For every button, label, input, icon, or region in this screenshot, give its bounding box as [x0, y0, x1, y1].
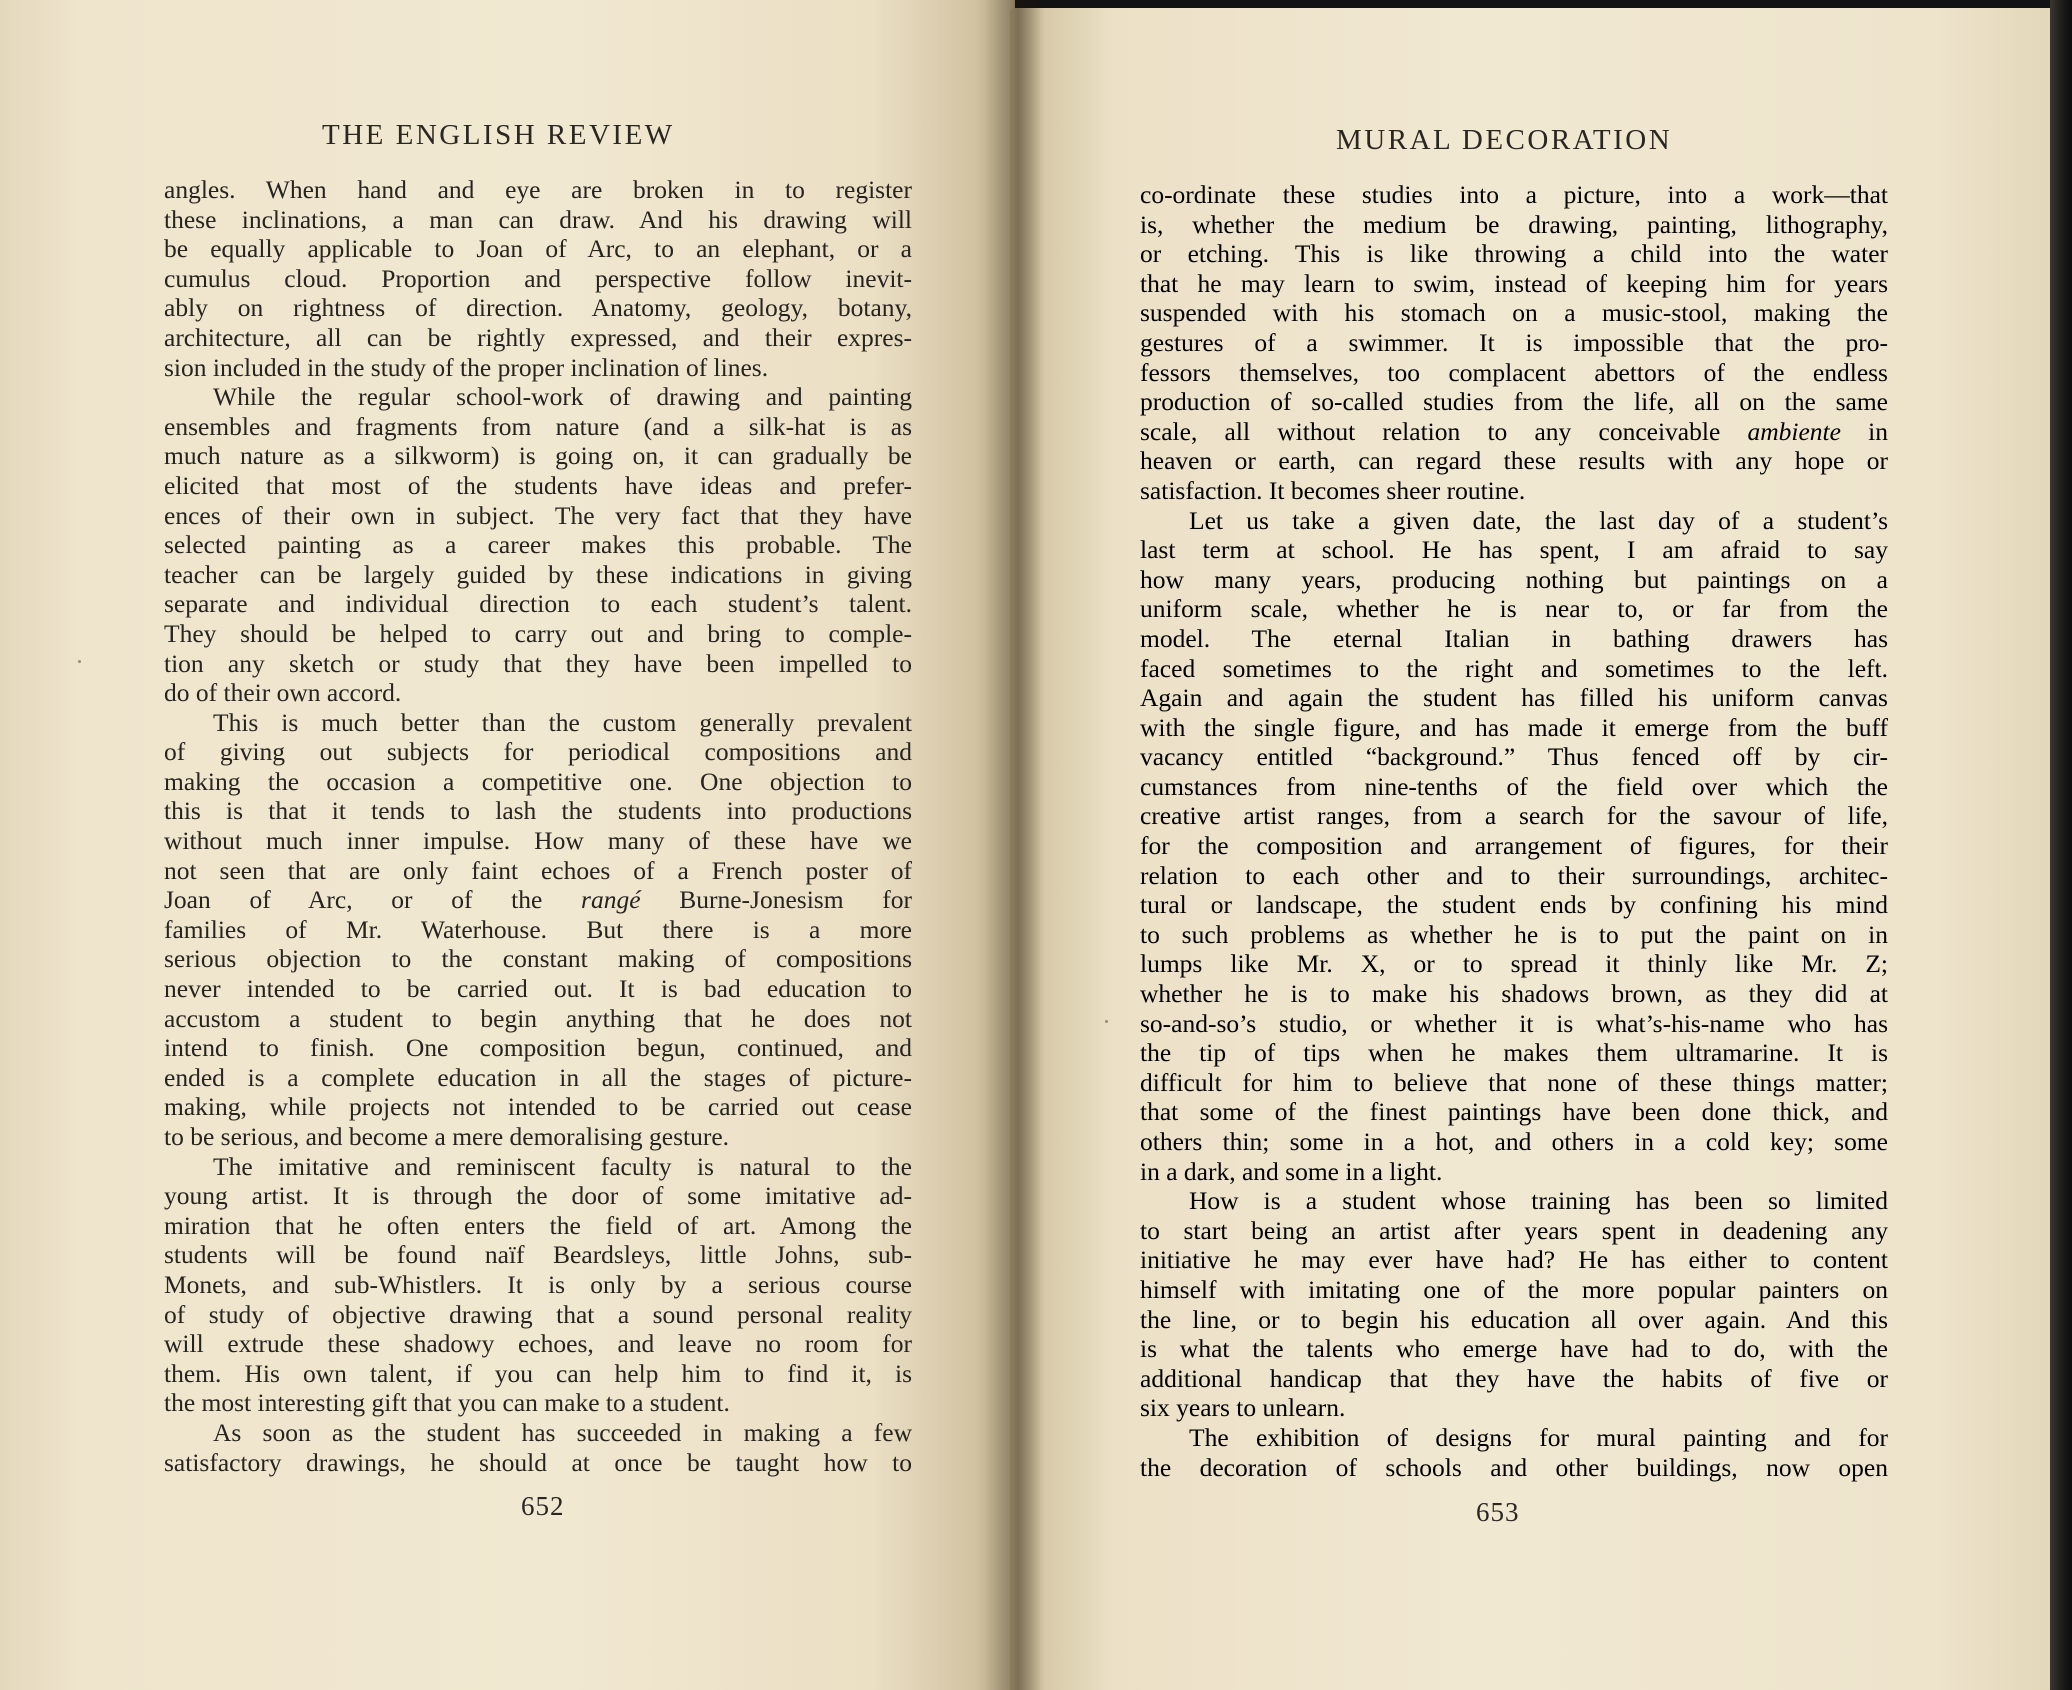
- text-line: [164, 737, 912, 767]
- line-text: that he may learn to swim, instead of keeping him for years: [1140, 268, 1888, 298]
- text-line: [164, 501, 912, 531]
- text-line: [1140, 1245, 1888, 1275]
- line-text: The exhibition of designs for mural painting and for: [1189, 1422, 1888, 1452]
- text-line: [1140, 298, 1888, 328]
- line-text: these inclinations, a man can draw. And his drawing will: [164, 204, 912, 234]
- text-line: [1140, 831, 1888, 861]
- line-text: uniform scale, whether he is near to, or far from the: [1140, 594, 1888, 624]
- line-text: Monets, and sub-Whistlers. It is only by a serious course: [164, 1269, 912, 1299]
- line-text: creative artist ranges, from a search for the savour of life,: [1140, 801, 1888, 831]
- line-text: sion included in the study of the proper inclination of lines.: [164, 352, 769, 382]
- text-line: [164, 619, 912, 649]
- line-text: that some of the finest paintings have been done thick, and: [1140, 1097, 1888, 1127]
- text-line: [1140, 1364, 1888, 1394]
- line-text: ably on rightness of direction. Anatomy, geology, botany,: [164, 293, 912, 323]
- text-line: [164, 915, 912, 945]
- text-line: [1140, 949, 1888, 979]
- line-text: angles. When hand and eye are broken in to register: [164, 175, 912, 204]
- text-line: [1140, 1393, 1888, 1423]
- page-number-right: 653: [1476, 1497, 1520, 1527]
- line-text: fessors themselves, too complacent abettors of the endless: [1140, 357, 1888, 387]
- line-text: to start being an artist after years spent in deadening any: [1140, 1215, 1888, 1245]
- text-line: [164, 1181, 912, 1211]
- line-text: difficult for him to believe that none of these things matter;: [1140, 1067, 1888, 1097]
- line-text: is, whether the medium be drawing, painting, lithography,: [1140, 209, 1888, 239]
- line-text: Joan of Arc, or of the: [164, 885, 582, 915]
- text-line: [1140, 920, 1888, 950]
- text-line: [164, 974, 912, 1004]
- line-text: intend to finish. One composition begun, continued, and: [164, 1033, 912, 1063]
- line-text: the tip of tips when he makes them ultramarine. It is: [1140, 1038, 1888, 1068]
- text-line: [164, 1004, 912, 1034]
- line-text: six years to unlearn.: [1140, 1393, 1346, 1423]
- text-line: [164, 353, 912, 383]
- text-line: [1140, 1334, 1888, 1364]
- text-line: [164, 205, 912, 235]
- running-head-right: MURAL DECORATION: [1336, 124, 1673, 156]
- text-line: [164, 826, 912, 856]
- line-text: production of so-called studies from the life, all on the same: [1140, 387, 1888, 417]
- line-text: co-ordinate these studies into a picture, into a work—that: [1140, 180, 1888, 209]
- line-text: this is that it tends to lash the students into productions: [164, 796, 912, 826]
- line-text: in a dark, and some in a light.: [1140, 1156, 1443, 1186]
- line-text: As soon as the student has succeeded in making a few: [213, 1417, 912, 1447]
- text-line: [1140, 861, 1888, 891]
- text-line: [1140, 624, 1888, 654]
- text-line: [164, 796, 912, 826]
- text-line: [1140, 210, 1888, 240]
- italic-word: rangé: [581, 885, 641, 915]
- line-text: They should be helped to carry out and bring to comple-: [164, 618, 912, 648]
- line-text: them. His own talent, if you can help him to find it, is: [164, 1358, 912, 1388]
- line-text: vacancy entitled “background.” Thus fenced off by cir-: [1140, 742, 1888, 772]
- text-line: [164, 856, 912, 886]
- line-text: How is a student whose training has been so limited: [1189, 1186, 1888, 1216]
- line-text: be equally applicable to Joan of Arc, to an elephant, or a: [164, 234, 912, 264]
- line-text-continued: in: [1840, 416, 1888, 446]
- text-line: [1140, 535, 1888, 565]
- line-text: never intended to be carried out. It is bad education to: [164, 974, 912, 1004]
- book-edge: [2050, 0, 2072, 1690]
- italic-word: ambiente: [1747, 416, 1841, 446]
- line-text: last term at school. He has spent, I am afraid to say: [1140, 535, 1888, 565]
- text-line: [164, 412, 912, 442]
- text-line: [1140, 742, 1888, 772]
- text-line: [164, 560, 912, 590]
- line-text: teacher can be largely guided by these indications in giving: [164, 559, 912, 589]
- line-text: without much inner impulse. How many of these have we: [164, 826, 912, 856]
- line-text: young artist. It is through the door of some imitative ad-: [164, 1181, 912, 1211]
- text-line: [164, 1092, 912, 1122]
- running-head-left: THE ENGLISH REVIEW: [322, 119, 675, 151]
- text-line: [1140, 1423, 1888, 1453]
- text-line: [1140, 1216, 1888, 1246]
- text-line: [1140, 1097, 1888, 1127]
- text-line: [164, 944, 912, 974]
- text-line: [164, 1152, 912, 1182]
- text-line: [1140, 890, 1888, 920]
- text-line: [164, 1300, 912, 1330]
- text-line: [164, 589, 912, 619]
- line-text: ences of their own in subject. The very fact that they have: [164, 500, 912, 530]
- line-text: additional handicap that they have the habits of five or: [1140, 1363, 1888, 1393]
- paper-speck: [78, 660, 81, 663]
- line-text: of study of objective drawing that a sound personal reality: [164, 1299, 912, 1329]
- text-line: [1140, 269, 1888, 299]
- line-text: faced sometimes to the right and sometimes to the left.: [1140, 653, 1888, 683]
- text-line: [1140, 446, 1888, 476]
- text-line: [164, 1122, 912, 1152]
- page-number-left: 652: [521, 1491, 565, 1521]
- line-text: scale, all without relation to any conceivable: [1140, 416, 1748, 446]
- text-line: [1140, 1453, 1888, 1483]
- line-text: is what the talents who emerge have had to do, with the: [1140, 1334, 1888, 1364]
- text-line: [164, 1063, 912, 1093]
- line-text: how many years, producing nothing but paintings on a: [1140, 564, 1888, 594]
- line-text: himself with imitating one of the more popular painters on: [1140, 1274, 1888, 1304]
- line-text: initiative he may ever have had? He has either to content: [1140, 1245, 1888, 1275]
- text-line: [164, 1418, 912, 1448]
- line-text: the most interesting gift that you can make to a student.: [164, 1388, 730, 1418]
- line-text: lumps like Mr. X, or to spread it thinly like Mr. Z;: [1140, 949, 1888, 979]
- line-text: elicited that most of the students have ideas and prefer-: [164, 470, 912, 500]
- text-line: [164, 649, 912, 679]
- right-page-body: [1140, 180, 1888, 1482]
- line-text: making, while projects not intended to be carried out cease: [164, 1092, 912, 1122]
- line-text: the line, or to begin his education all over again. And this: [1140, 1304, 1888, 1334]
- text-line: [1140, 1127, 1888, 1157]
- line-text: with the single figure, and has made it emerge from the buff: [1140, 712, 1888, 742]
- line-text: to such problems as whether he is to put the paint on in: [1140, 919, 1888, 949]
- text-line: [1140, 1275, 1888, 1305]
- text-line: [164, 441, 912, 471]
- text-line: [164, 530, 912, 560]
- text-line: [1140, 683, 1888, 713]
- line-text: selected painting as a career makes this probable. The: [164, 530, 912, 560]
- line-text: for the composition and arrangement of figures, for their: [1140, 831, 1888, 861]
- text-line: [1140, 1186, 1888, 1216]
- line-text: model. The eternal Italian in bathing drawers has: [1140, 623, 1888, 653]
- text-line: [164, 1211, 912, 1241]
- text-line: [1140, 239, 1888, 269]
- line-text: not seen that are only faint echoes of a French poster of: [164, 855, 912, 885]
- text-line: [164, 234, 912, 264]
- line-text: much nature as a silkworm) is going on, it can gradually be: [164, 441, 912, 471]
- line-text: heaven or earth, can regard these results with any hope or: [1140, 446, 1888, 476]
- paper-speck: [1105, 1020, 1108, 1023]
- text-line: [164, 708, 912, 738]
- left-page: [0, 0, 1015, 1690]
- text-line: [164, 678, 912, 708]
- text-line: [164, 767, 912, 797]
- line-text: cumulus cloud. Proportion and perspective follow inevit-: [164, 263, 912, 293]
- line-text: whether he is to make his shadows brown, as they did at: [1140, 979, 1888, 1009]
- line-text-continued: Burne-Jonesism for: [640, 885, 912, 915]
- line-text: Again and again the student has filled his uniform canvas: [1140, 683, 1888, 713]
- text-line: [164, 175, 912, 205]
- line-text: satisfaction. It becomes sheer routine.: [1140, 475, 1526, 505]
- text-line: [164, 264, 912, 294]
- line-text: separate and individual direction to each student’s talent.: [164, 589, 912, 619]
- line-text: others thin; some in a hot, and others in a cold key; some: [1140, 1127, 1888, 1156]
- line-text: tion any sketch or study that they have been impelled to: [164, 648, 912, 678]
- text-line: [1140, 565, 1888, 595]
- text-line: [1140, 328, 1888, 358]
- line-text: do of their own accord.: [164, 678, 402, 708]
- line-text: suspended with his stomach on a music-stool, making the: [1140, 298, 1888, 328]
- text-line: [164, 1448, 912, 1478]
- text-line: [1140, 979, 1888, 1009]
- text-line: [164, 1359, 912, 1389]
- line-text: cumstances from nine-tenths of the field over which the: [1140, 771, 1888, 801]
- text-line: [1140, 1068, 1888, 1098]
- text-line: [1140, 506, 1888, 536]
- text-line: [1140, 801, 1888, 831]
- text-line: [1140, 713, 1888, 743]
- left-page-body: [164, 175, 912, 1477]
- line-text: to be serious, and become a mere demoralising gesture.: [164, 1122, 730, 1151]
- text-line: [164, 293, 912, 323]
- line-text: or etching. This is like throwing a child into the water: [1140, 239, 1888, 269]
- text-line: [164, 1329, 912, 1359]
- line-text: ended is a complete education in all the stages of picture-: [164, 1062, 912, 1092]
- line-text: making the occasion a competitive one. One objection to: [164, 766, 912, 796]
- line-text: will extrude these shadowy echoes, and leave no room for: [164, 1329, 912, 1359]
- line-text: satisfactory drawings, he should at once be taught how to: [164, 1447, 912, 1477]
- line-text: tural or landscape, the student ends by confining his mind: [1140, 890, 1888, 920]
- line-text: The imitative and reminiscent faculty is natural to the: [213, 1151, 912, 1181]
- text-line: [164, 1240, 912, 1270]
- line-text: accustom a student to begin anything that he does not: [164, 1003, 912, 1033]
- text-line: [1140, 772, 1888, 802]
- text-line: [1140, 1009, 1888, 1039]
- line-text: families of Mr. Waterhouse. But there is a more: [164, 914, 912, 944]
- text-line: [164, 1388, 912, 1418]
- line-text: ensembles and fragments from nature (and a silk-hat is as: [164, 411, 912, 441]
- text-line: [164, 323, 912, 353]
- text-line: [1140, 654, 1888, 684]
- line-text: miration that he often enters the field of art. Among the: [164, 1210, 912, 1240]
- line-text: so-and-so’s studio, or whether it is what’s-his-name who has: [1140, 1008, 1888, 1038]
- line-text: serious objection to the constant making of compositions: [164, 944, 912, 974]
- line-text: While the regular school-work of drawing and painting: [213, 382, 912, 412]
- text-line: [1140, 1157, 1888, 1187]
- text-line: [164, 1270, 912, 1300]
- text-line: [1140, 1038, 1888, 1068]
- line-text: relation to each other and to their surroundings, architec-: [1140, 860, 1888, 890]
- text-line: [164, 1033, 912, 1063]
- text-line: [1140, 1305, 1888, 1335]
- line-text: Let us take a given date, the last day of a student’s: [1189, 505, 1888, 535]
- text-line: [164, 471, 912, 501]
- line-text: students will be found naïf Beardsleys, little Johns, sub-: [164, 1240, 912, 1270]
- line-text: gestures of a swimmer. It is impossible that the pro-: [1140, 327, 1888, 357]
- text-line: [1140, 476, 1888, 506]
- text-line: [1140, 180, 1888, 210]
- line-text: This is much better than the custom generally prevalent: [213, 707, 912, 737]
- text-line: [1140, 417, 1888, 447]
- text-line: [164, 382, 912, 412]
- line-text: architecture, all can be rightly expressed, and their expres-: [164, 322, 912, 352]
- text-line: [1140, 387, 1888, 417]
- text-line: [1140, 594, 1888, 624]
- text-line: [1140, 358, 1888, 388]
- line-text: of giving out subjects for periodical compositions and: [164, 737, 912, 767]
- text-line: [164, 885, 912, 915]
- line-text: the decoration of schools and other buildings, now open: [1140, 1452, 1888, 1482]
